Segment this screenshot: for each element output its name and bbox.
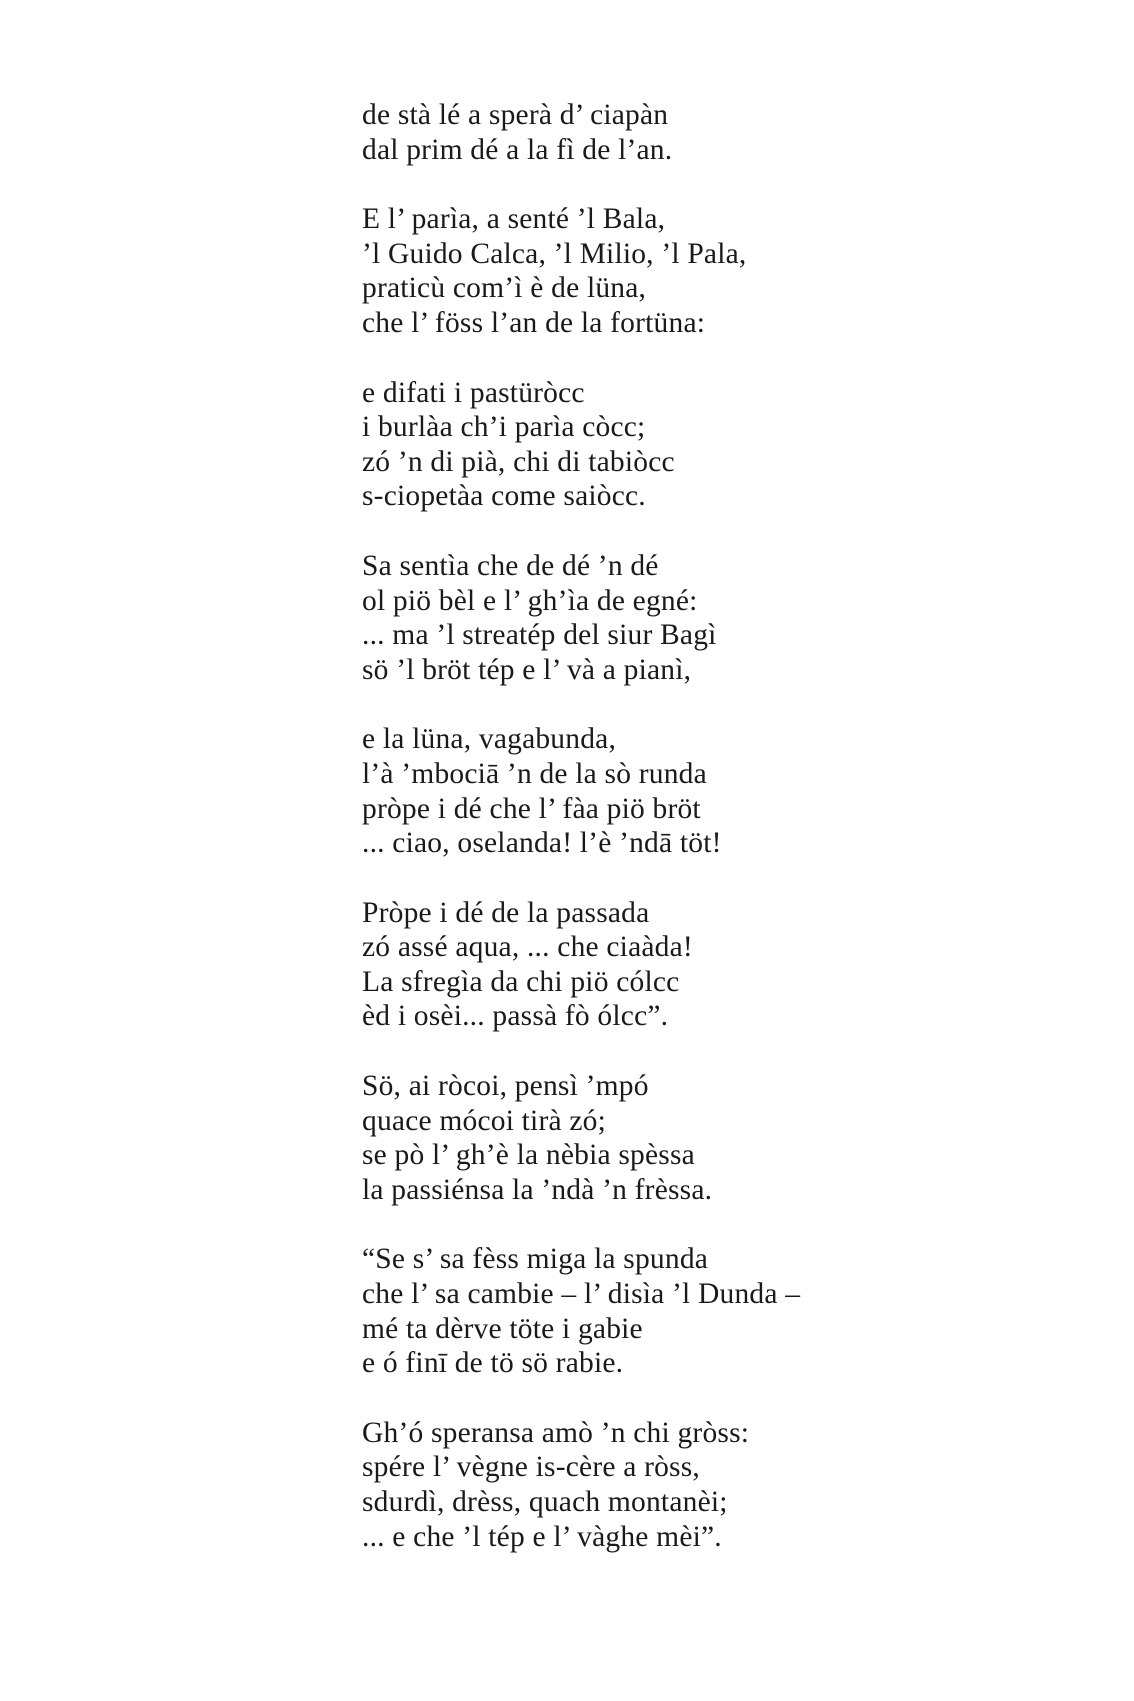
poem-line: sö ’l bröt tép e l’ và a pianì, bbox=[362, 653, 692, 686]
poem-line: zó ’n di pià, chi di tabiòcc bbox=[362, 445, 675, 478]
poem-line: zó assé aqua, ... che ciaàda! bbox=[362, 931, 693, 964]
poem-line: La sfregìa da chi piö cólcc bbox=[362, 965, 680, 998]
poem-line: mé ta dèrve töte i gabie bbox=[362, 1312, 643, 1345]
stanza bbox=[362, 549, 1062, 687]
poem-line: “Se s’ sa fèss miga la spunda bbox=[362, 1243, 709, 1276]
poem-line: se pò l’ gh’è la nèbia spèssa bbox=[362, 1139, 695, 1172]
poem-line: e la lüna, vagabunda, bbox=[362, 723, 617, 756]
poem-text bbox=[362, 98, 1062, 1589]
poem-line: che l’ föss l’an de la fortüna: bbox=[362, 306, 706, 339]
poem-line: s-ciopetàa come saiòcc. bbox=[362, 480, 646, 513]
poem-line: ’l Guido Calca, ’l Milio, ’l Pala, bbox=[362, 237, 747, 270]
poem-line: i burlàa ch’i parìa còcc; bbox=[362, 411, 646, 444]
poem-line: ... e che ’l tép e l’ vàghe mèi”. bbox=[362, 1520, 722, 1553]
poem-line: sdurdì, drèss, quach montanèi; bbox=[362, 1486, 728, 1518]
poem-line: spére l’ vègne is-cère a ròss, bbox=[362, 1451, 700, 1484]
poem-line: ... ciao, oselanda! l’è ’ndā töt! bbox=[362, 827, 722, 860]
poem-line: Sa sentìa che de dé ’n dé bbox=[362, 549, 659, 582]
poem-line: quace mócoi tirà zó; bbox=[362, 1104, 606, 1137]
stanza bbox=[362, 202, 1062, 340]
stanza bbox=[362, 1242, 1062, 1380]
poem-line: e ó finī de tö sö rabie. bbox=[362, 1347, 624, 1380]
stanza bbox=[362, 896, 1062, 1034]
poem-line: èd i osèi... passà fò ólcc”. bbox=[362, 1000, 669, 1033]
stanza bbox=[362, 376, 1062, 514]
poem-line: Sö, ai ròcoi, pensì ’mpó bbox=[362, 1070, 649, 1103]
poem-line: la passiénsa la ’ndà ’n frèssa. bbox=[362, 1173, 713, 1206]
poem-line: E l’ parìa, a senté ’l Bala, bbox=[362, 203, 666, 236]
poem-line: e difati i pastüròcc bbox=[362, 376, 585, 409]
poem-line: ol piö bèl e l’ gh’ìa de egné: bbox=[362, 584, 698, 617]
poem-line: pròpe i dé che l’ fàa piö bröt bbox=[362, 792, 701, 825]
poem-line: Pròpe i dé de la passada bbox=[362, 896, 650, 929]
poem-line: Gh’ó speransa amò ’n chi gròss: bbox=[362, 1416, 750, 1449]
poem-line: praticù com’ì è de lüna, bbox=[362, 272, 647, 305]
poem-line: l’à ’mbociā ’n de la sò runda bbox=[362, 757, 707, 790]
stanza bbox=[362, 1069, 1062, 1207]
stanza bbox=[362, 722, 1062, 860]
stanza bbox=[362, 98, 1062, 167]
poem-line: de stà lé a sperà d’ ciapàn bbox=[362, 99, 669, 131]
poem-line: ... ma ’l streatép del siur Bagì bbox=[362, 619, 717, 652]
poem-line: che l’ sa cambie – l’ disìa ’l Dunda – bbox=[362, 1278, 801, 1311]
poem-line: dal prim dé a la fì de l’an. bbox=[362, 133, 673, 166]
stanza bbox=[362, 1416, 1062, 1554]
